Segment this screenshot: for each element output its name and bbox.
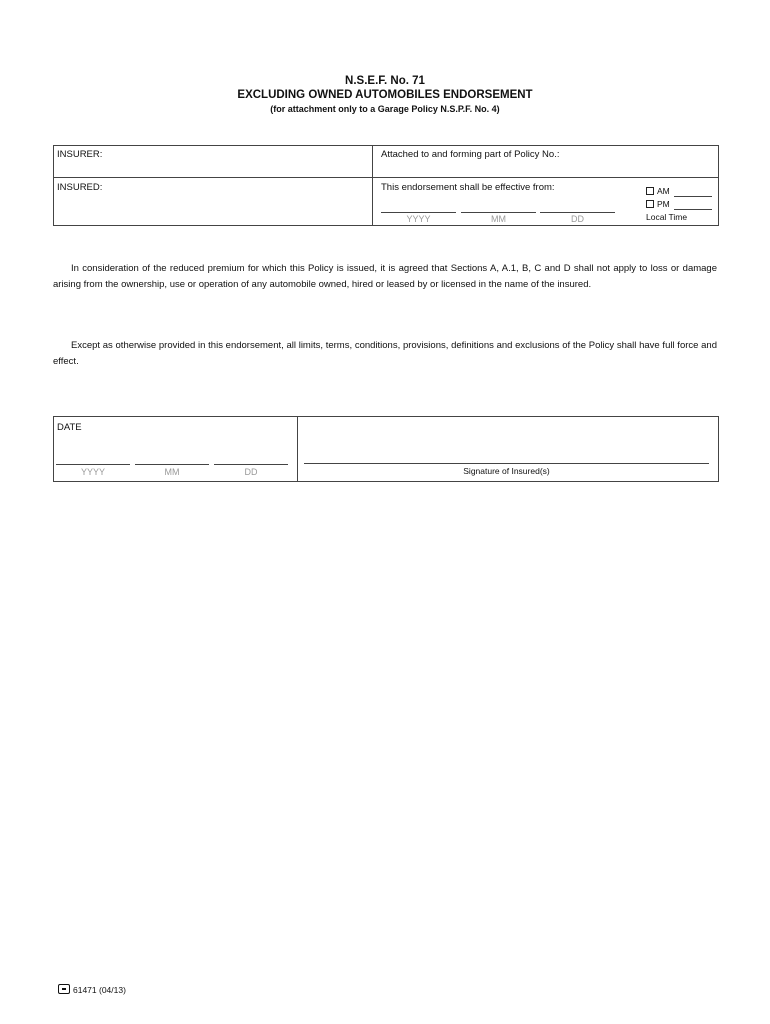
signature-table-divider bbox=[297, 416, 298, 481]
effective-date-label: This endorsement shall be effective from: bbox=[381, 182, 555, 193]
policy-number-label: Attached to and forming part of Policy No.: bbox=[381, 149, 560, 160]
am-time-line[interactable] bbox=[674, 196, 712, 197]
signature-line[interactable] bbox=[304, 463, 709, 464]
terms-text: Except as otherwise provided in this endorsement, all limits, terms, conditions, provisions, definitions and exclusions of the Policy shall have full force and effect. bbox=[53, 340, 717, 367]
date-month-line[interactable] bbox=[135, 464, 209, 465]
form-subtitle: (for attachment only to a Garage Policy N.S.P.F. No. 4) bbox=[270, 104, 500, 114]
effective-year-line[interactable] bbox=[381, 212, 456, 213]
date-year-line[interactable] bbox=[56, 464, 130, 465]
pm-time-line[interactable] bbox=[674, 209, 712, 210]
signature-label: Signature of Insured(s) bbox=[463, 466, 550, 476]
effective-day-hint: DD bbox=[571, 214, 584, 224]
form-title: EXCLUDING OWNED AUTOMOBILES ENDORSEMENT bbox=[237, 89, 533, 101]
date-month-hint: MM bbox=[164, 467, 180, 477]
effective-year-hint: YYYY bbox=[406, 214, 431, 224]
publisher-logo-icon bbox=[58, 984, 70, 994]
exclusion-text: In consideration of the reduced premium for which this Policy is issued, it is agreed that Sections A, A.1, B, C and D shall not apply to loss or damage arising from the ownership, use or operation of any automobile owned, hired or leased by or licensed in the name of the insured. bbox=[53, 263, 717, 290]
date-label: DATE bbox=[57, 422, 82, 433]
date-year-hint: YYYY bbox=[80, 467, 105, 477]
exclusion-paragraph bbox=[53, 261, 717, 293]
info-table-row-divider bbox=[53, 177, 718, 178]
pm-checkbox[interactable] bbox=[646, 200, 654, 208]
effective-month-line[interactable] bbox=[461, 212, 536, 213]
form-code: 61471 (04/13) bbox=[73, 985, 126, 995]
am-checkbox[interactable] bbox=[646, 187, 654, 195]
local-time-label: Local Time bbox=[646, 212, 688, 222]
date-day-hint: DD bbox=[244, 467, 258, 477]
info-table-column-divider bbox=[372, 145, 373, 225]
effective-month-hint: MM bbox=[491, 214, 506, 224]
date-day-line[interactable] bbox=[214, 464, 288, 465]
pm-label: PM bbox=[657, 199, 670, 209]
form-number: N.S.E.F. No. 71 bbox=[345, 75, 425, 87]
effective-day-line[interactable] bbox=[540, 212, 615, 213]
terms-paragraph bbox=[53, 338, 717, 370]
am-label: AM bbox=[657, 186, 670, 196]
insured-label: INSURED: bbox=[57, 182, 103, 193]
insurer-label: INSURER: bbox=[57, 149, 103, 160]
